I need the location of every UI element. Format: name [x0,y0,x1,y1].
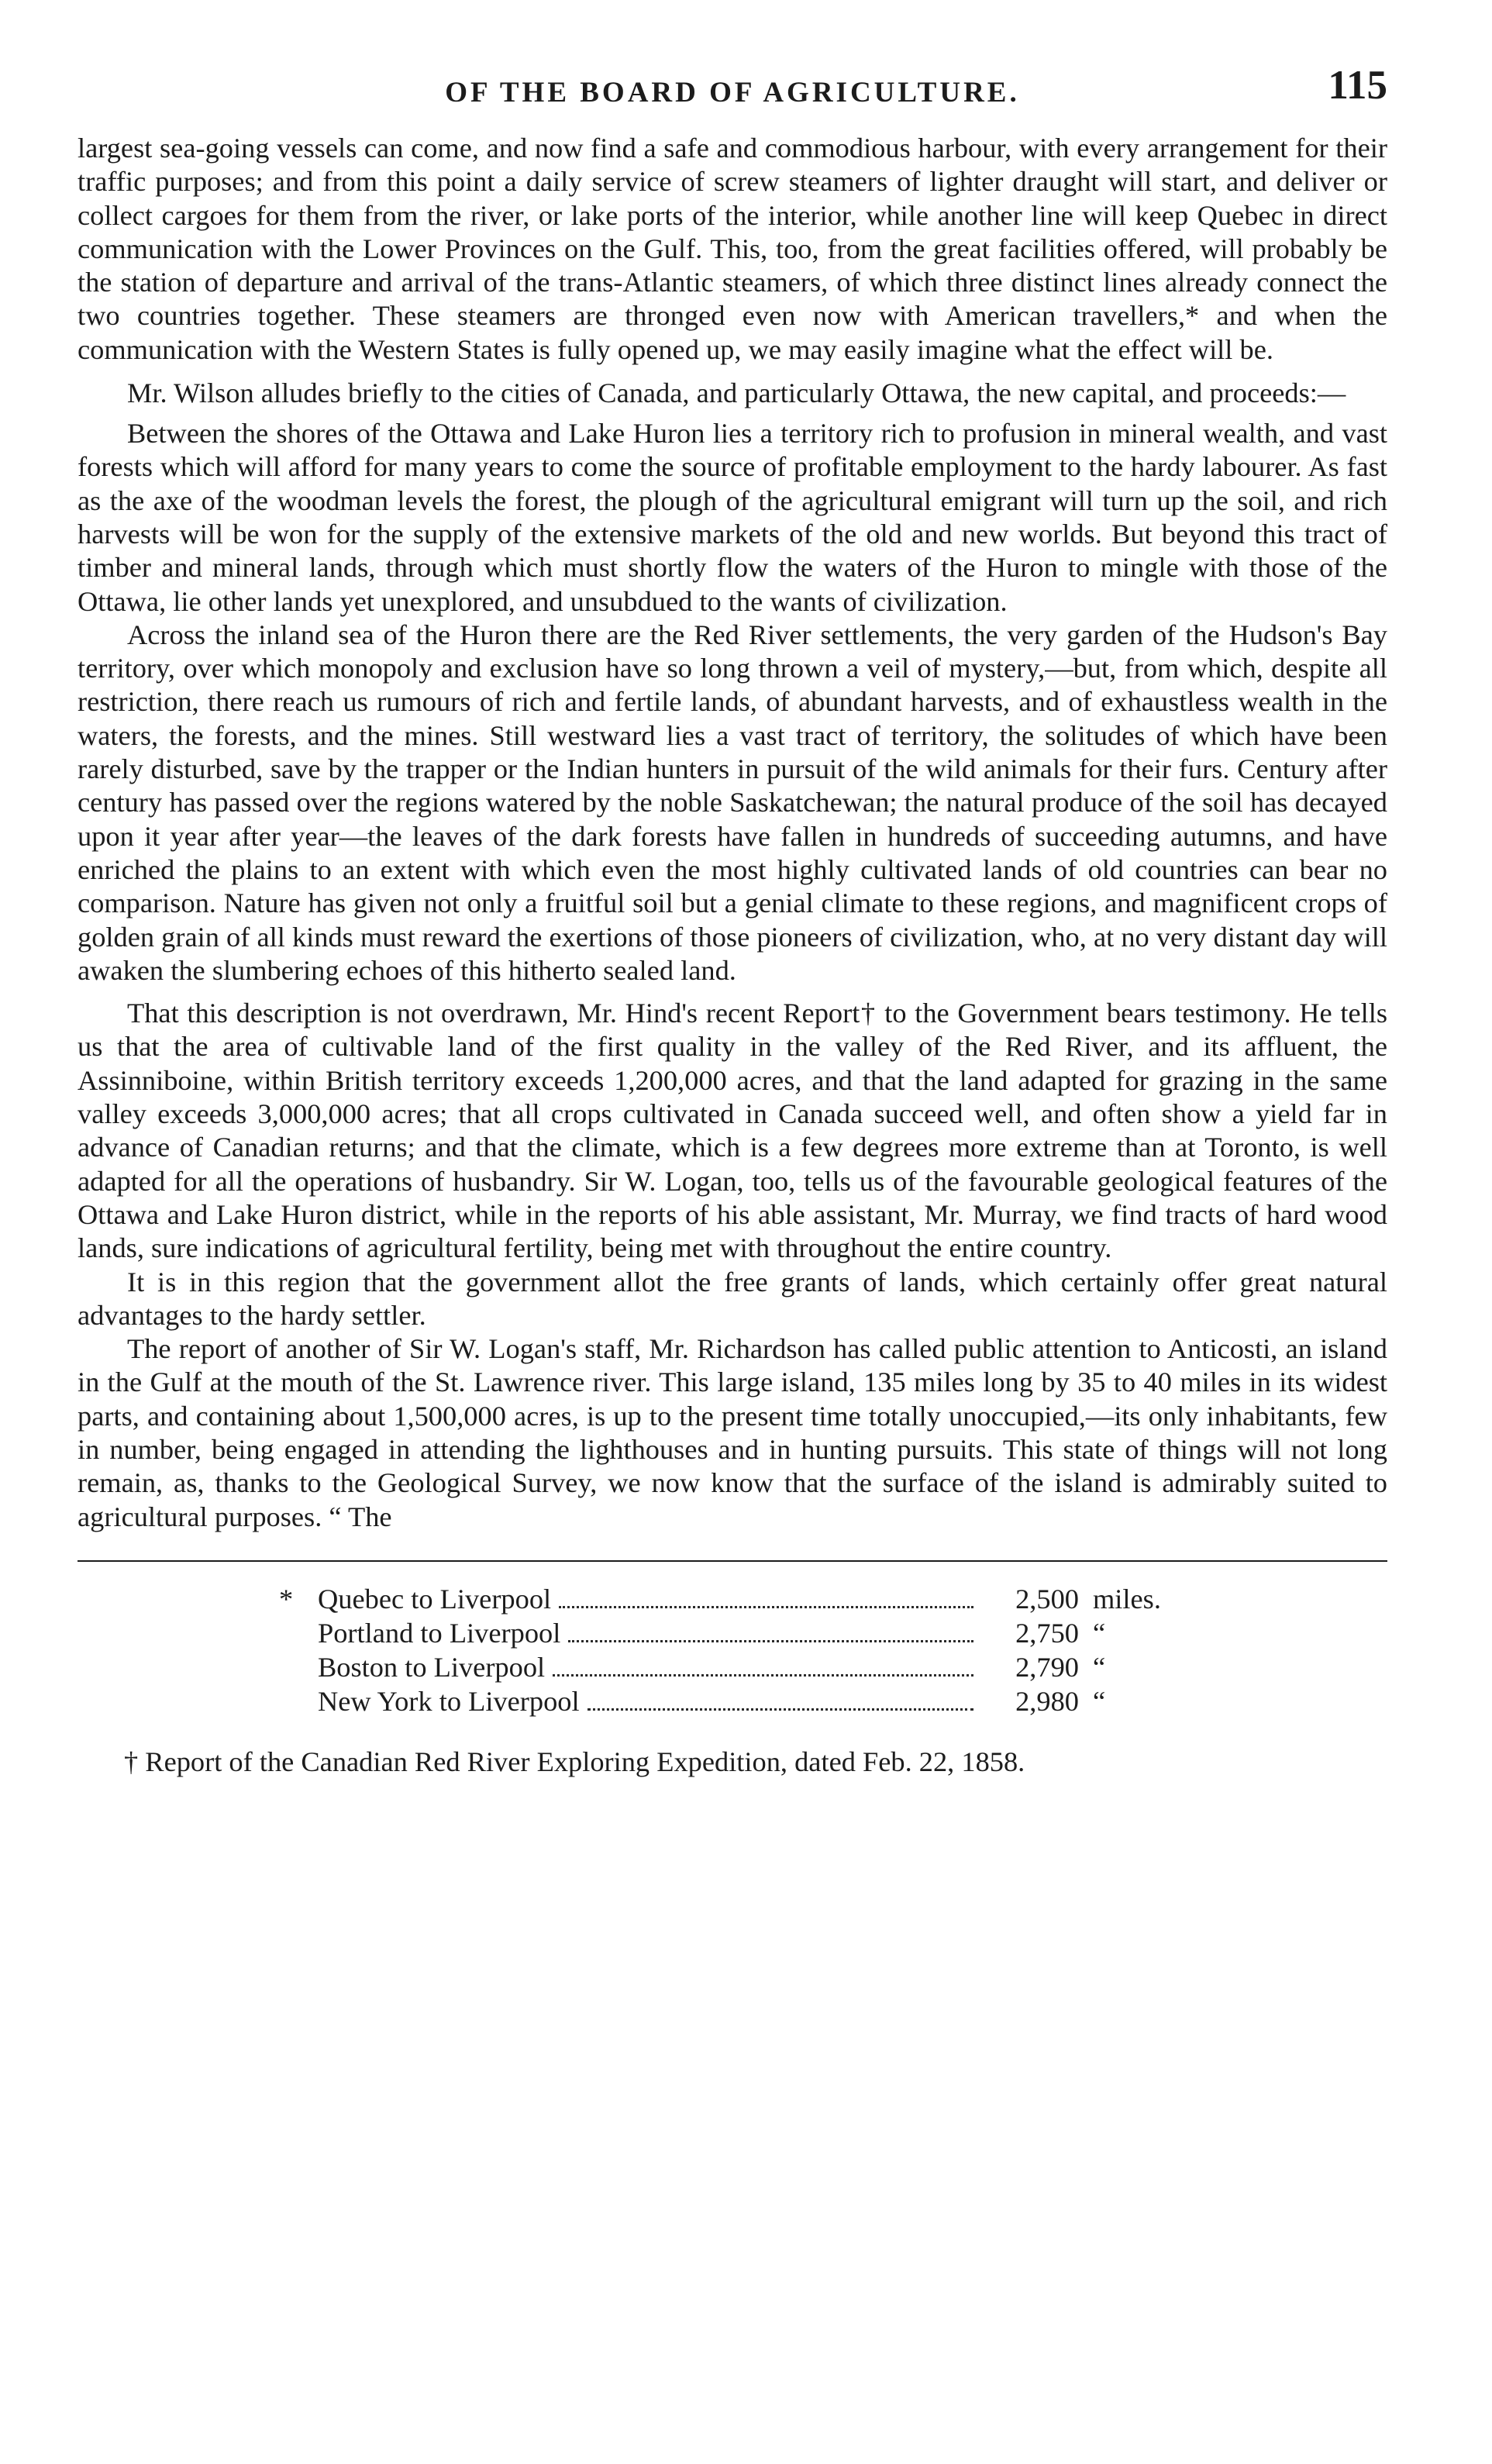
dot-leader [553,1674,973,1677]
route-name: Boston to Liverpool [318,1651,546,1683]
paragraph-continuation: largest sea-going vessels can come, and now find a safe and commodious harbour, with every arrangement for their traffic purposes; and from this point a daily service of screw steamers of lighter draught will start, and deliver or collect cargoes for them from the river, or lake ports of the interior, while another line will keep Quebec in direct communication with the Lower Provinces on the Gulf. This, too, from the great facilities offered, will probably be the station of departure and arrival of the trans-Atlantic steamers, of which three distinct lines already connect the two countries together. These steamers are thronged even now with American travellers,* and when the communication with the Western States is fully opened up, we may easily imagine what the effect will be. [78,133,1387,365]
distance-footnote [279,1582,1201,1718]
dot-leader [587,1708,973,1711]
distance-unit: miles. [1093,1583,1161,1615]
distance-row-quebec [279,1582,1201,1616]
page-header [78,62,1387,132]
footnote-divider [78,1560,1387,1562]
distance-row-portland [279,1616,1201,1650]
paragraph-ottawa-huron: Between the shores of the Ottawa and Lake Huron lies a territory rich to profusion in mineral wealth, and vast forests which will afford for many years to come the source of profitable employment to the hardy labourer. As fast as the axe of the woodman levels the forest, the plough of the agricultural emigrant will turn up the soil, and rich harvests will be won for the supply of the extensive markets of the old and new worlds. But beyond this tract of timber and mineral lands, through which must shortly flow the waters of the Huron to mingle with those of the Ottawa, lie other lands yet unexplored, and unsubdued to the wants of civilization. [78,418,1387,617]
route-name: New York to Liverpool [318,1685,580,1717]
dot-leader [559,1606,973,1608]
body-text [78,132,1387,1534]
footnote-marker: * [279,1583,294,1615]
paragraph-red-river: Across the inland sea of the Huron there are the Red River settlements, the very garden of the Hudson's Bay territory, over which monopoly and exclusion have so long thrown a veil of mystery,—but, from which, despite all restriction, there reach us rumours of rich and fertile lands, of abundant harvests, and of exhaustless wealth in the waters, the forests, and the mines. Still westward lies a vast tract of territory, the solitudes of which have been rarely disturbed, save by the trapper or the Indian hunters in pursuit of the wild animals for their furs. Century after century has passed over the regions watered by the noble Saskatchewan; the natural produce of the soil has decayed upon it year after year—the leaves of the dark forests have fallen in hundreds of succeeding autumns, and have enriched the plains to an extent with which even the most highly cultivated lands of old countries can bear no comparison. Nature has given not only a fruitful soil but a genial climate to these regions, and magnificent crops of golden grain of all kinds must reward the exertions of those pioneers of civilization, who, at no very distant day will awaken the slumbering echoes of this hitherto sealed land. [78,619,1387,986]
running-head: OF THE BOARD OF AGRICULTURE. [445,77,1020,109]
distance-unit: “ [1093,1617,1106,1649]
paragraph-hind-report: That this description is not overdrawn, Mr. Hind's recent Report† to the Government bears testimony. He tells us that the area of cultivable land of the first quality in the valley of the Red River, and its affluent, the Assinniboine, within British territory exceeds 1,200,000 acres, and that the land adapted for grazing in the same valley exceeds 3,000,000 acres; that all crops cultivated in Canada succeed well, and often show a yield far in advance of Canadian returns; and that the climate, which is a few degrees more extreme than at Toronto, is well adapted for all the operations of husbandry. Sir W. Logan, too, tells us of the favourable geological features of the Ottawa and Lake Huron district, while in the reports of his able assistant, Mr. Murray, we find tracts of hard wood lands, sure indications of agricultural fertility, being met with throughout the entire country. [78,998,1387,1264]
distance-value: 2,500 [1015,1583,1079,1615]
page [78,62,1387,1779]
route-name: Quebec to Liverpool [318,1583,552,1615]
report-footnote: † Report of the Canadian Red River Exploring Expedition, dated Feb. 22, 1858. [124,1745,1025,1777]
dot-leader [568,1640,973,1642]
distance-row-boston [279,1650,1201,1684]
distance-unit: “ [1093,1685,1106,1717]
paragraph-free-grants: It is in this region that the government allot the free grants of lands, which certainly offer great natural advantages to the hardy settler. [78,1266,1387,1331]
distance-value: 2,750 [1015,1617,1079,1649]
paragraph-anticosti: The report of another of Sir W. Logan's staff, Mr. Richardson has called public attention to Anticosti, an island in the Gulf at the mouth of the St. Lawrence river. This large island, 135 miles long by 35 to 40 miles in its widest parts, and containing about 1,500,000 acres, is up to the present time totally unoccupied,—its only inhabitants, few in number, being engaged in attending the lighthouses and in hunting pursuits. This state of things will not long remain, as, thanks to the Geological Survey, we now know that the surface of the island is admirably suited to agricultural purposes. “ The [78,1333,1387,1532]
distance-value: 2,980 [1015,1685,1079,1717]
distance-unit: “ [1093,1651,1106,1683]
paragraph-wilson-intro: Mr. Wilson alludes briefly to the cities of Canada, and particularly Ottawa, the new capital, and proceeds:— [127,377,1346,409]
distance-row-new-york [279,1684,1201,1718]
route-name: Portland to Liverpool [318,1617,561,1649]
distance-value: 2,790 [1015,1651,1079,1683]
page-number: 115 [1328,63,1387,108]
